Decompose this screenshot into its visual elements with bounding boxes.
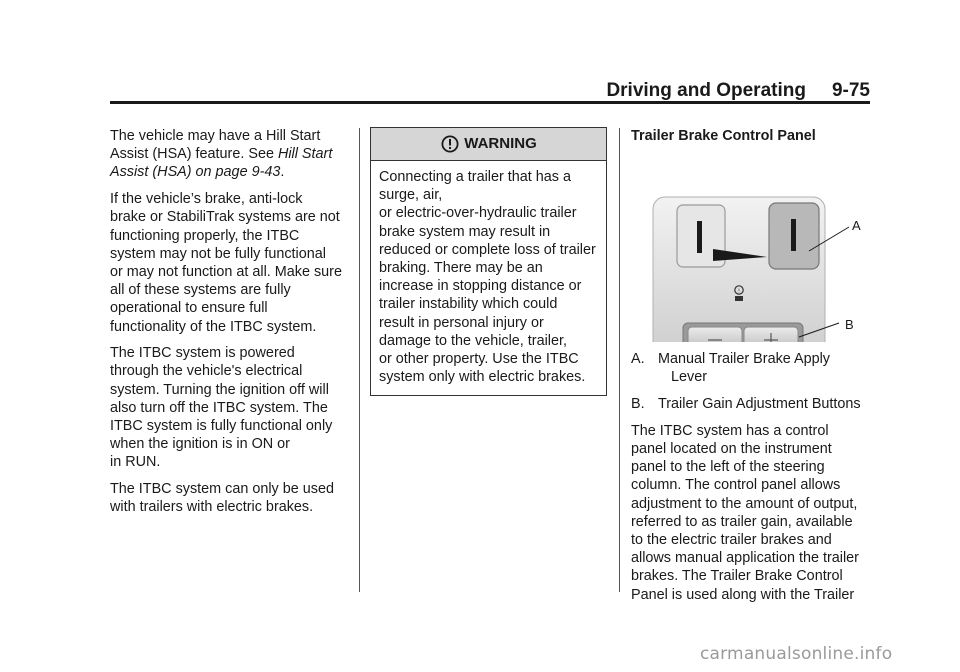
callout-label-a: A [852, 218, 861, 234]
legend-letter: A. [631, 351, 645, 368]
text-line: referred to as trailer gain, available [631, 513, 853, 530]
text-line: surge, air, [379, 187, 443, 204]
text-line: The ITBC system has a control [631, 422, 829, 439]
callout-label-b: B [845, 317, 854, 333]
svg-text:!: ! [737, 288, 741, 295]
text-line: brake or StabiliTrak systems are not [110, 209, 340, 226]
legend-text [658, 350, 830, 386]
panel-illustration [631, 157, 871, 342]
legend-text [658, 395, 861, 413]
text-line: system only with electric brakes. [379, 369, 586, 386]
text-line: system may not be fully functional [110, 245, 326, 262]
text-line: functioning properly, the ITBC [110, 227, 300, 244]
text-line: with trailers with electric brakes. [110, 499, 314, 516]
paragraph-hsa-text: The vehicle may have a Hill Start Assist (HSA) feature. See [110, 128, 321, 163]
lever-left-mark [697, 221, 702, 253]
text-line: Lever [671, 369, 707, 386]
hsa-reference-link[interactable]: Hill Start Assist (HSA) on page 9-43 [110, 146, 333, 181]
text-line: Manual Trailer Brake Apply [658, 351, 830, 368]
text-line: If the vehicle’s brake, anti-lock [110, 191, 303, 208]
text-line: system. Turning the ignition off will [110, 381, 329, 398]
text-line: brakes. The Trailer Brake Control [631, 568, 843, 585]
text-line: damage to the vehicle, trailer, [379, 332, 567, 349]
column-3 [631, 127, 871, 612]
text-line: ITBC system is fully functional only [110, 418, 333, 435]
text-line: adjustment to the amount of output, [631, 495, 858, 512]
watermark: carmanualsonline.info [700, 644, 893, 664]
warning-icon [440, 135, 460, 153]
text-line: all of these systems are fully [110, 282, 291, 299]
text-line: through the vehicle's electrical [110, 363, 303, 380]
text-line: The ITBC system is powered [110, 345, 295, 362]
legend-item-b [631, 395, 871, 413]
text-line: panel located on the instrument [631, 441, 832, 458]
text-line: increase in stopping distance or [379, 278, 582, 295]
warning-box [370, 127, 607, 396]
column-divider-1 [359, 128, 360, 592]
text-line: column. The control panel allows [631, 477, 841, 494]
text-line: trailer instability which could [379, 296, 558, 313]
text-line: or other property. Use the ITBC [379, 351, 579, 368]
header-rule [110, 101, 870, 104]
legend-item-a [631, 350, 871, 386]
column-1 [110, 127, 350, 525]
text-line: brake system may result in [379, 223, 551, 240]
text-line: when the ignition is in ON or [110, 436, 290, 453]
text-line: panel to the left of the steering [631, 459, 825, 476]
text-line: functionality of the ITBC system. [110, 318, 317, 335]
text-line: Trailer Gain Adjustment Buttons [658, 396, 861, 413]
panel-title: Trailer Brake Control Panel [631, 128, 816, 144]
text-line: allows manual application the trailer [631, 550, 859, 567]
text-line: operational to ensure full [110, 300, 268, 317]
text-line: or electric-over-hydraulic trailer [379, 205, 577, 222]
lever-right-mark [791, 219, 796, 251]
paragraph-hsa-end: . [280, 164, 285, 181]
text-line: Panel is used along with the Trailer [631, 586, 855, 603]
section-title: Driving and Operating [606, 80, 806, 101]
text-line: in RUN. [110, 454, 161, 471]
text-line: reduced or complete loss of trailer [379, 241, 596, 258]
page-number: 9-75 [831, 80, 870, 101]
warning-title: WARNING [464, 134, 537, 152]
column-divider-2 [619, 128, 620, 592]
text-line: also turn off the ITBC system. The [110, 399, 328, 416]
text-line: braking. There may be an [379, 260, 543, 277]
warning-body [371, 161, 606, 395]
legend-letter: B. [631, 396, 645, 413]
text-line: The ITBC system can only be used [110, 481, 334, 498]
warning-header [371, 128, 606, 161]
text-line: Connecting a trailer that has a [379, 169, 571, 185]
trailer-brake-panel-diagram [631, 157, 871, 342]
text-line: to the electric trailer brakes and [631, 532, 832, 549]
paragraph-hsa [110, 127, 350, 182]
column-2 [370, 127, 607, 396]
text-line: result in personal injury or [379, 314, 544, 331]
text-line: or may not function at all. Make sure [110, 263, 342, 280]
